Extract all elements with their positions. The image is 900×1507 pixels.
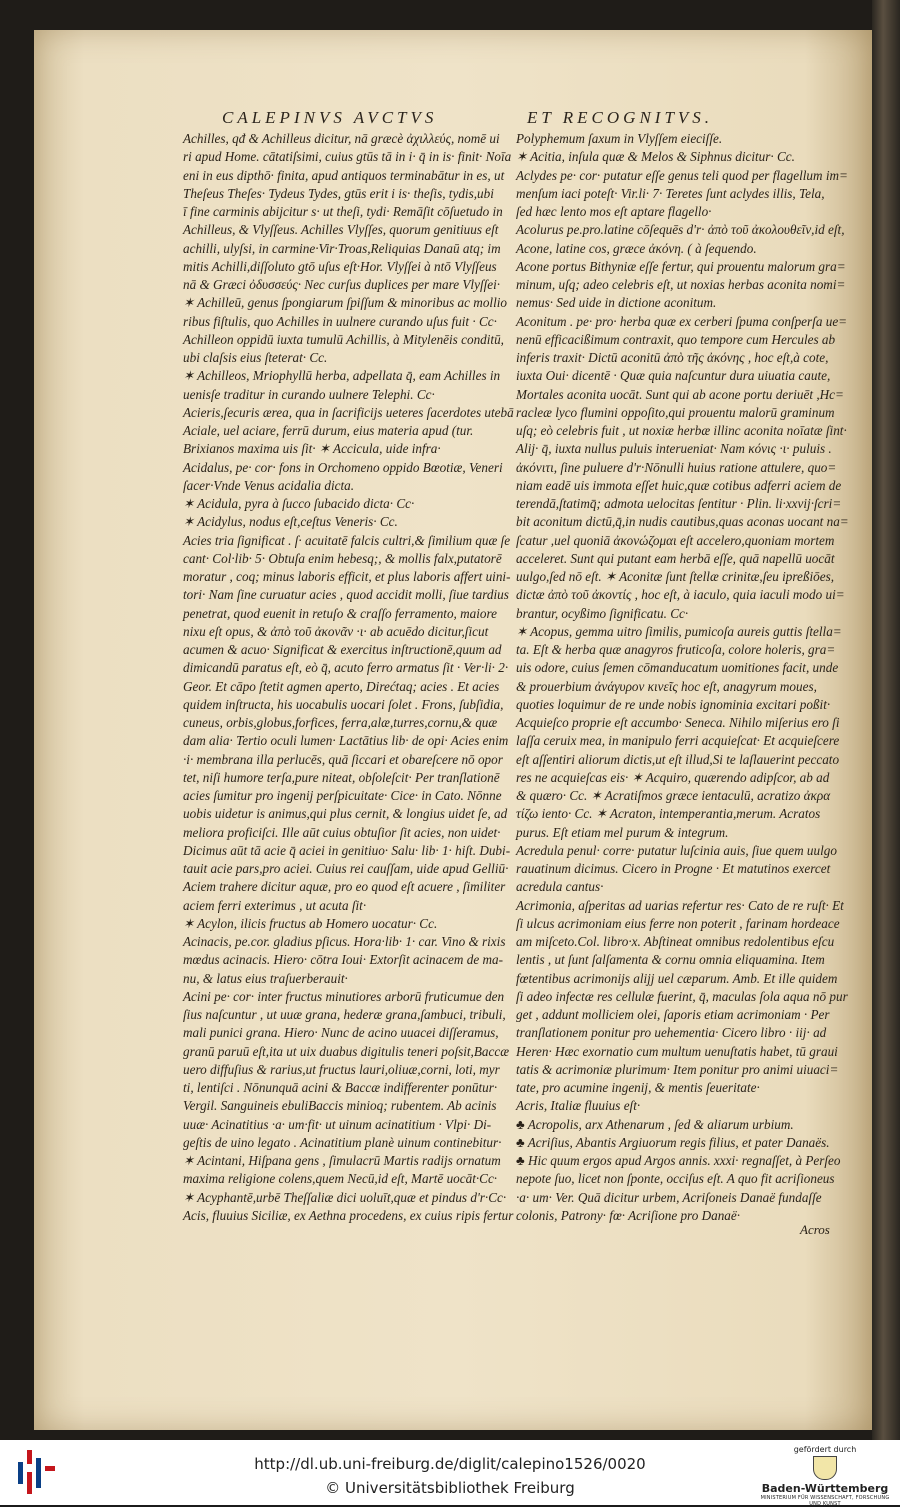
text-line: Aciale, uel aciare, ferrū durum, eius materia apud (tur. [183,423,474,438]
text-line: Acris, Italiæ fluuius eſt· [516,1098,641,1114]
text-line: tori· Nam ſine curuatur acies , quod accidit molli, ſiue tardius [183,587,509,603]
text-line: uobis uidetur is animus,qui plus cernit, & longius uidet ſe, ad [183,806,508,822]
text-line: tate, pro acumine ingenij, & mentis ſeueritate· [516,1080,760,1095]
text-line: racleæ lyco flumini oppoſito,qui prouentu malorū graminum [516,404,835,420]
text-line: uero diffuſius & rarius,ut fructus lauri,oliuæ,corni, loti, myr [183,1061,500,1077]
text-line: ♣ Hic quum ergos apud Argos annis. xxxi· regnaſſet, à Perſeo [516,1153,841,1168]
text-line: laſſa ceruix mea, in manipulo ferri acquieſcat· Et acquieſcere [516,733,840,749]
text-line: ſi ulcus acrimoniam eius ferre non poterit , farinam hordeace [516,915,840,931]
text-line: inferis traxit· Dictū aconitū ἀπὸ τῆς ἀκόνης , hoc eſt,à cote, [516,350,829,365]
text-line: quidem inſtructa, his uocabulis uocari ſolet . Frons, ſubſidia, [183,696,504,712]
text-line: Acieris,ſecuris ærea, qua in ſacrificijs ueteres ſacerdotes utebā [183,404,514,420]
text-line: uulgo,ſed nō eſt. ✶ Aconitæ ſunt ſtellæ crinitæ,ſeu ipreßiōes, [516,569,834,584]
text-line: Theſeus Theſes· Tydeus Tydes, gtūs erit i is· theſis, tydis,ubi [183,185,494,201]
text-line: ♣ Acropolis, arx Athenarum , ſed & aliarum urbium. [516,1116,794,1132]
text-line: Aconitum . pe· pro· herba quæ ex cerberi ſpuma conſperſa ue= [516,313,848,329]
text-line: nemus· Sed uide in dictione aconitum. [516,295,717,311]
text-line: Achilleon oppidū iuxta tumulū Achillis, à Mitylenēis conditū, [183,331,504,347]
text-line: Mortales aconita uocāt. Sunt qui ab acone portu deriuēt ,Hc= [516,386,844,402]
text-line: ſacer·Vnde Venus acidalia dicta. [183,477,355,493]
text-line: ſius naſcuntur , ut uuæ grana, hederæ grana,ſambuci, tribuli, [183,1007,506,1022]
text-line: dictæ ἀπὸ τοῦ ἀκοντίς , hoc eſt, à iaculo, quia iaculi modo ui= [516,587,845,603]
text-line: Dicimus aūt tā acie q̄ aciei in genitiuo· Salu· lib· 1· hiſt. Dubi- [183,842,511,858]
text-line: dam alia· Tertio oculi lumen· Lactātius lib· de opi· Acies enim [183,733,509,749]
text-line: dimicandū paratus eſt, eò q̄, acuto ferro armatus ſit · Ver·li· 2· [183,660,509,676]
text-line: colonis, Patrony· fœ· Acriſione pro Danaë· [516,1207,741,1223]
text-line: niam eadē uis immota eſſet huic,quæ cotibus adferri aciem de [516,477,842,493]
text-line: Polyphemum ſaxum in Vlyſſem eieciſſe. [516,131,723,146]
text-line: ✶ Achilleū, genus ſpongiarum ſpiſſum & minoribus ac mollio [183,295,508,311]
text-line: rauatinum dicimus. Cicero in Progne · Et matutinos exercet [516,861,831,876]
left-text-column [183,130,513,1225]
text-line: ſed hæc lento mos eſt aptare flagello· [516,204,712,219]
text-line: uenisſe traditur in curando uulnere Telephi. Cc· [183,386,435,402]
text-line: fœtentibus acrimonijs alijj uel cæparum. Amb. Et ille quidem [516,970,838,986]
text-line: ſi adeo infectæ res cellulæ fuerint, q̄, maculas ſola aqua nō pur [516,988,848,1004]
text-line: cant· Col·lib· 5· Obtuſa enim hebesq;, & mollis falx,putatorē [183,550,502,566]
text-line: Acini pe· cor· inter fructus minutiores arborū fruticumue den [183,988,505,1004]
sponsor-name: Baden-Württemberg [761,1482,889,1495]
text-line: aciem ferri exterimus , ut acuta ſit· [183,897,367,913]
text-line: ✶ Acopus, gemma uitro ſimilis, pumicoſa aureis guttis ſtella= [516,623,842,639]
book-binding-edge [872,0,900,1440]
text-line: moratur , coq; minus laboris efficit, et plus laboris affert uini- [183,569,511,584]
text-line: ✶ Acyphantē,urbē Theſſaliæ dici uoluīt,quæ et pindus d'r·Cc· [183,1189,507,1205]
text-line: brantur, ocyßimo ſignificatu. Cc· [516,605,689,621]
text-line: Acone portus Bithyniæ eſſe fertur, qui prouentu malorum gra= [516,258,846,274]
text-line: Vergil. Sanguineis ebuliBaccis minioq; rubentem. Ab acinis [183,1098,497,1114]
permalink-url[interactable]: http://dl.ub.uni-freiburg.de/diglit/calepino1526/0020 [254,1455,646,1473]
text-line: Heren· Hæc exornatio cum multum uenuſtatis habet, tū graui [516,1043,838,1059]
text-line: Alij· q̄, iuxta nullus puluis interueniat· Nam κόνις ·ι· puluis . [516,441,832,457]
text-line: lentis , ut ſunt ſalſamenta & cornu omnia eliquamina. Item [516,952,825,968]
text-line: uuæ· Acinatitius ·a· um·fit· ut uinum acinatitium · Vlpi· Di- [183,1116,492,1132]
text-line: Aclydes pe· cor· putatur eſſe genus teli quod per flagellum im= [516,167,848,183]
text-line: Acrimonia, aſperitas ad uarias refertur res· Cato de re ruſt· Et [516,897,844,913]
text-line: penetrat, quod euenit in retuſo & craſſo ferramento, maiore [183,605,498,621]
text-line: ♣ Acriſius, Abantis Argiuorum regis filius, et pater Danaës. [516,1134,830,1150]
text-line: tauit acie pars,pro aciei. Cuius rei cauſſam, uide apud Gelliū· [183,861,509,876]
text-line: meliora proficiſci. Ille aūt cuius obtuſior ſit acies, non uidet· [183,824,501,840]
text-line: acredula cantus· [516,879,604,895]
text-line: Brixianos maxima uis ſit· ✶ Accicula, uide infra· [183,441,441,457]
text-line: Acolurus pe.pro.latine cōſequēs d'r· ἀπὸ τοῦ ἀκολουθεῖν,id eſt, [516,222,845,238]
text-line: minum, uſq; adeo celebris eſt, ut noxias herbas aconita nomi= [516,277,846,292]
text-line: nā & Græci ὀδυσσεύς· Nec curſus duplices per mare Vlyſſei· [183,277,501,292]
sponsor-block [760,1445,890,1507]
sponsor-label: gefördert durch [793,1445,857,1454]
text-line: mali punici grana. Hiero· Nunc de acino uuacei diſſeramus, [183,1025,499,1041]
text-line: quoties loquimur de re unde nobis ignominia excitari poßit· [516,696,831,712]
text-line: granū paruū eſt,ita ut uix duabus digitulis teneri poſsit,Baccæ [183,1043,510,1059]
text-line: ubi claſsis eius ſteterat· Cc. [183,350,328,365]
text-line: Acinacis, pe.cor. gladius pſicus. Hora·lib· 1· car. Vino & rixis [183,934,506,949]
text-line: ti, lentiſci . Nōnunquā acini & Baccæ indifferenter ponūtur· [183,1080,498,1095]
text-line: purus. Eſt etiam mel purum & integrum. [516,824,729,840]
text-line: acies ſumitur pro ingenij perſpicuitate· Cice· in Cato. Nōnne [183,788,502,803]
text-line: am miſceto.Col. libro·x. Abſtineat omnibus redolentibus eſcu [516,934,835,949]
text-line: ribus fiſtulis, quo Achilles in uulnere curando uſus fuit · Cc· [183,313,497,329]
text-line: nenū efficacißimum contraxit, quo tempore cum Hercules ab [516,331,836,347]
sponsor-ministry: MINISTERIUM FÜR WISSENSCHAFT, FORSCHUNG UND KUNST [760,1495,890,1507]
text-line: ·i· membrana illa perlucēs, quā ſiccari et obareſcere nō opor [183,751,503,767]
text-line: nixu eſt opus, & ἀπὸ τοῦ ἀκονᾶν ·ι· ab acuēdo dicitur,ſicut [183,623,489,639]
text-line: ✶ Acylon, ilicis fructus ab Homero uocatur· Cc. [183,915,438,931]
text-line: Aciem trahere dicitur aquæ, pro eo quod eſt acuere , ſimiliter [183,879,506,895]
text-line: ἀκόνιτι, ſine puluere d'r·Nōnulli huius ratione attulere, quo= [516,459,837,475]
text-line: Acies tria ſignificat . ſ· acuitatē falcis cultri,& ſimilium quæ ſe [183,532,511,548]
text-line: & prouerbium ἀνάγυρον κινεῖς hoc eſt, anagyrum moues, [516,678,817,694]
text-line: ī fine carminis abijcitur s· ut theſi, tydi· Remāſit cōſuetudo in [183,204,503,219]
header-right: ET RECOGNITVS. [527,108,714,127]
text-line: iuxta Oui· dicentē · Quæ quia naſcuntur dura uiuatia caute, [516,368,831,384]
text-line: Acidalus, pe· cor· fons in Orchomeno oppido Bœotiæ, Veneri [183,459,503,475]
text-line: acceleret. Sunt qui putant eam herbā eſſe, quā napellū uocāt [516,550,835,566]
text-line: τίζω iento· Cc. ✶ Acraton, intemperantia,merum. Acratos [516,806,821,822]
text-line: acumen & acuo· Significat & exercitus inſtructionē,quum ad [183,642,502,657]
text-line: ✶ Acintani, Hiſpana gens , ſimulacrū Martis radijs ornatum [183,1153,501,1168]
text-line: bit aconitum dictū,q̄,in nudis cautibus,quas aconas uocant na= [516,514,849,530]
text-line: Acis, fluuius Siciliæ, ex Aethna procedens, ex cuius ripis fertur [183,1207,514,1223]
text-line: Acredula penul· corre· putatur luſcinia auis, ſiue quem uulgo [516,842,837,858]
text-line: Geor. Et cāpo ſtetit agmen aperto, Direćtaq; acies . Et acies [183,678,500,694]
text-line: maxima religione colens,quem Necū,id eſt, Martē uocāt·Cc· [183,1171,498,1187]
text-line: eſt aſſentiri aliorum dictis,ut eſt illud,Si te laſlauerint peccato [516,751,840,767]
text-line: & quæro· Cc. ✶ Acratiſmos græce ientaculū, acratizo ἀκρα [516,788,831,803]
text-line: nu, & latus eius traſuerberauit· [183,970,348,986]
text-line: mœdus acinacis. Hiero· cōtra Ioui· Extorſit acinacem de ma- [183,952,503,968]
text-line: ✶ Acidula, pyra à ſucco ſubacido dicta· Cc· [183,496,415,511]
right-text-column [516,130,849,1225]
text-line: ✶ Achilleos, Mriophyllū herba, adpellata q̄, eam Achilles in [183,368,501,384]
text-line: menſum iaci poteſt· Vir.li· 7· Teretes ſunt aclydes illis, Tela, [516,185,825,201]
text-line: tet, niſi humore terſa,pure niteat, obſoleſcit· Per tranſlationē [183,769,500,785]
text-line: uſq; eò celebris fuit , ut noxiæ herbæ illinc aconita noīatæ ſint· [516,423,847,438]
text-line: ✶ Acidylus, nodus eſt,ceſtus Veneris· Cc. [183,514,398,530]
library-credit: © Universitätsbibliothek Freiburg [325,1479,575,1497]
text-line: mitis Achilli,diſſoluto gtō uſus eſt·Hor. Vlyſſei à ntō Vlyſſeus [183,258,497,274]
text-line: terendā,ſtatimq̄; admota uelocitas ſentitur · Plin. li·xxvij·ſcri= [516,496,842,511]
catchword: Acros [800,1222,830,1237]
text-line: ta. Eſt & herba quæ anagyros fruticoſa, colore holeris, gra= [516,642,836,657]
text-line: tatis & acrimoniæ plurimum· Item ponitur pro animi uiuaci= [516,1061,839,1077]
text-line: ſcatur ,uel quoniā ἀκονώζομαι eſt accelero,quoniam mortem [516,532,835,548]
text-line: get , addunt molliciem olei, ſaporis etiam acrimoniam · Per [516,1007,830,1022]
text-line: res ne acquieſcas eis· ✶ Acquiro, quærendo adipſcor, ab ad [516,769,830,785]
text-line: ✶ Acitia, inſula quæ & Melos & Siphnus dicitur· Cc. [516,149,795,165]
text-line: nepote ſuo, licet non ſponte, occiſus eſt. A quo fit acriſioneus [516,1171,835,1187]
text-line: eni in eus dipthō· finita, apud antiquos terminabātur in es, ut [183,167,505,183]
header-left: CALEPINVS AVCTVS [222,108,438,127]
text-line: Acone, latine cos, græce ἀκόνη. ( à ſequendo. [516,240,757,256]
text-line: Achilles, qđ & Achilleus dicitur, nā græcè ἀχιλλεύς, nomē ui [183,131,500,146]
text-line: Acquieſco proprie eſt accumbo· Seneca. Nihilo miſerius ero ſi [516,715,840,730]
text-line: ri apud Home. cātatiſsimi, cuius gtūs tā in i· q̄ in is· finit· Noīa [183,149,512,165]
text-line: uis odore, cuius ſemen cōmanducatum uomitiones facit, unde [516,660,839,676]
state-crest-icon [813,1456,837,1480]
text-line: ·a· um· Ver. Quā dicitur urbem, Acriſoneis Danaë fundaſſe [516,1189,822,1205]
text-line: geſtis de uino legato . Acinatitium planè uinum continebitur· [183,1134,502,1150]
text-line: achilli, ulyſsi, in carmine·Vir·Troas,Reliquias Danaū atq; im [183,240,501,256]
text-line: Achilleus, & Vlyſſeus. Achilles Vlyſſes, quorum genitiuus eſt [183,222,499,238]
text-line: cuneus, orbis,globus,forfices, ferra,alæ,turres,cornu,& quæ [183,715,498,730]
text-line: tranſlationem ponitur pro uehementia· Cicero libro · iij· ad [516,1025,827,1041]
